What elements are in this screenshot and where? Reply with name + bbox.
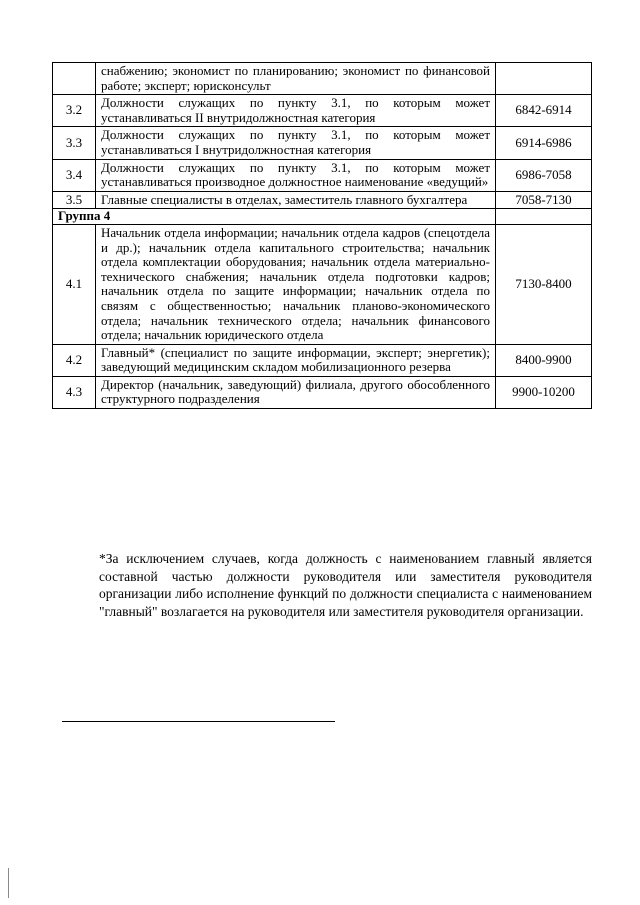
row-description: снабжению; экономист по планированию; экономист по финансовой работе; эксперт; юрисконсульт bbox=[96, 63, 496, 95]
row-number: 3.4 bbox=[53, 159, 96, 191]
salary-table bbox=[52, 62, 592, 409]
group-empty-cell bbox=[496, 209, 592, 225]
row-number: 3.5 bbox=[53, 191, 96, 209]
scan-margin-mark bbox=[8, 868, 9, 898]
table-row bbox=[53, 95, 592, 127]
row-description: Главный* (специалист по защите информации, эксперт; энергетик); заведующий медицинским складом мобилизационного резерва bbox=[96, 344, 496, 376]
salary-range: 6914-6986 bbox=[496, 127, 592, 159]
row-description: Начальник отдела информации; начальник отдела кадров (спецотдела и др.); начальник отдела капитального строительства; начальник отдела комплектации оборудования; начальник отдела материально-технического снабжения; начальник отдела подготовки кадров; начальник отдела по защите информации; начальник отдела по связям с общественностью; начальник планово-экономического отдела; начальник технического отдела; начальник финансового отдела; начальник юридического отдела bbox=[96, 224, 496, 344]
table-row bbox=[53, 63, 592, 95]
salary-range: 8400-9900 bbox=[496, 344, 592, 376]
footnote-text: *За исключением случаев, когда должность с наименованием главный является составной частью должности руководителя или заместителя руководителя организации либо исполнение функций по должности специалиста с наименованием "главный" возлагается на руководителя или заместителя руководителя организации. bbox=[99, 551, 592, 619]
table-row bbox=[53, 224, 592, 344]
table-row bbox=[53, 191, 592, 209]
row-number: 4.2 bbox=[53, 344, 96, 376]
table-row bbox=[53, 159, 592, 191]
group-title: Группа 4 bbox=[53, 209, 496, 225]
row-number: 3.2 bbox=[53, 95, 96, 127]
row-number: 4.1 bbox=[53, 224, 96, 344]
table-row bbox=[53, 127, 592, 159]
row-number bbox=[53, 63, 96, 95]
salary-range: 7130-8400 bbox=[496, 224, 592, 344]
table-row bbox=[53, 344, 592, 376]
group-header-row bbox=[53, 209, 592, 225]
salary-range: 9900-10200 bbox=[496, 376, 592, 408]
row-description: Директор (начальник, заведующий) филиала, другого обособленного структурного подразделения bbox=[96, 376, 496, 408]
salary-range: 6986-7058 bbox=[496, 159, 592, 191]
row-description: Должности служащих по пункту 3.1, по которым может устанавливаться производное должностное наименование «ведущий» bbox=[96, 159, 496, 191]
salary-range: 6842-6914 bbox=[496, 95, 592, 127]
row-description: Должности служащих по пункту 3.1, по которым может устанавливаться I внутридолжностная категория bbox=[96, 127, 496, 159]
row-description: Должности служащих по пункту 3.1, по которым может устанавливаться II внутридолжностная категория bbox=[96, 95, 496, 127]
horizontal-rule bbox=[62, 721, 335, 722]
row-number: 3.3 bbox=[53, 127, 96, 159]
row-description: Главные специалисты в отделах, заместитель главного бухгалтера bbox=[96, 191, 496, 209]
salary-range: 7058-7130 bbox=[496, 191, 592, 209]
table-row bbox=[53, 376, 592, 408]
salary-range bbox=[496, 63, 592, 95]
row-number: 4.3 bbox=[53, 376, 96, 408]
